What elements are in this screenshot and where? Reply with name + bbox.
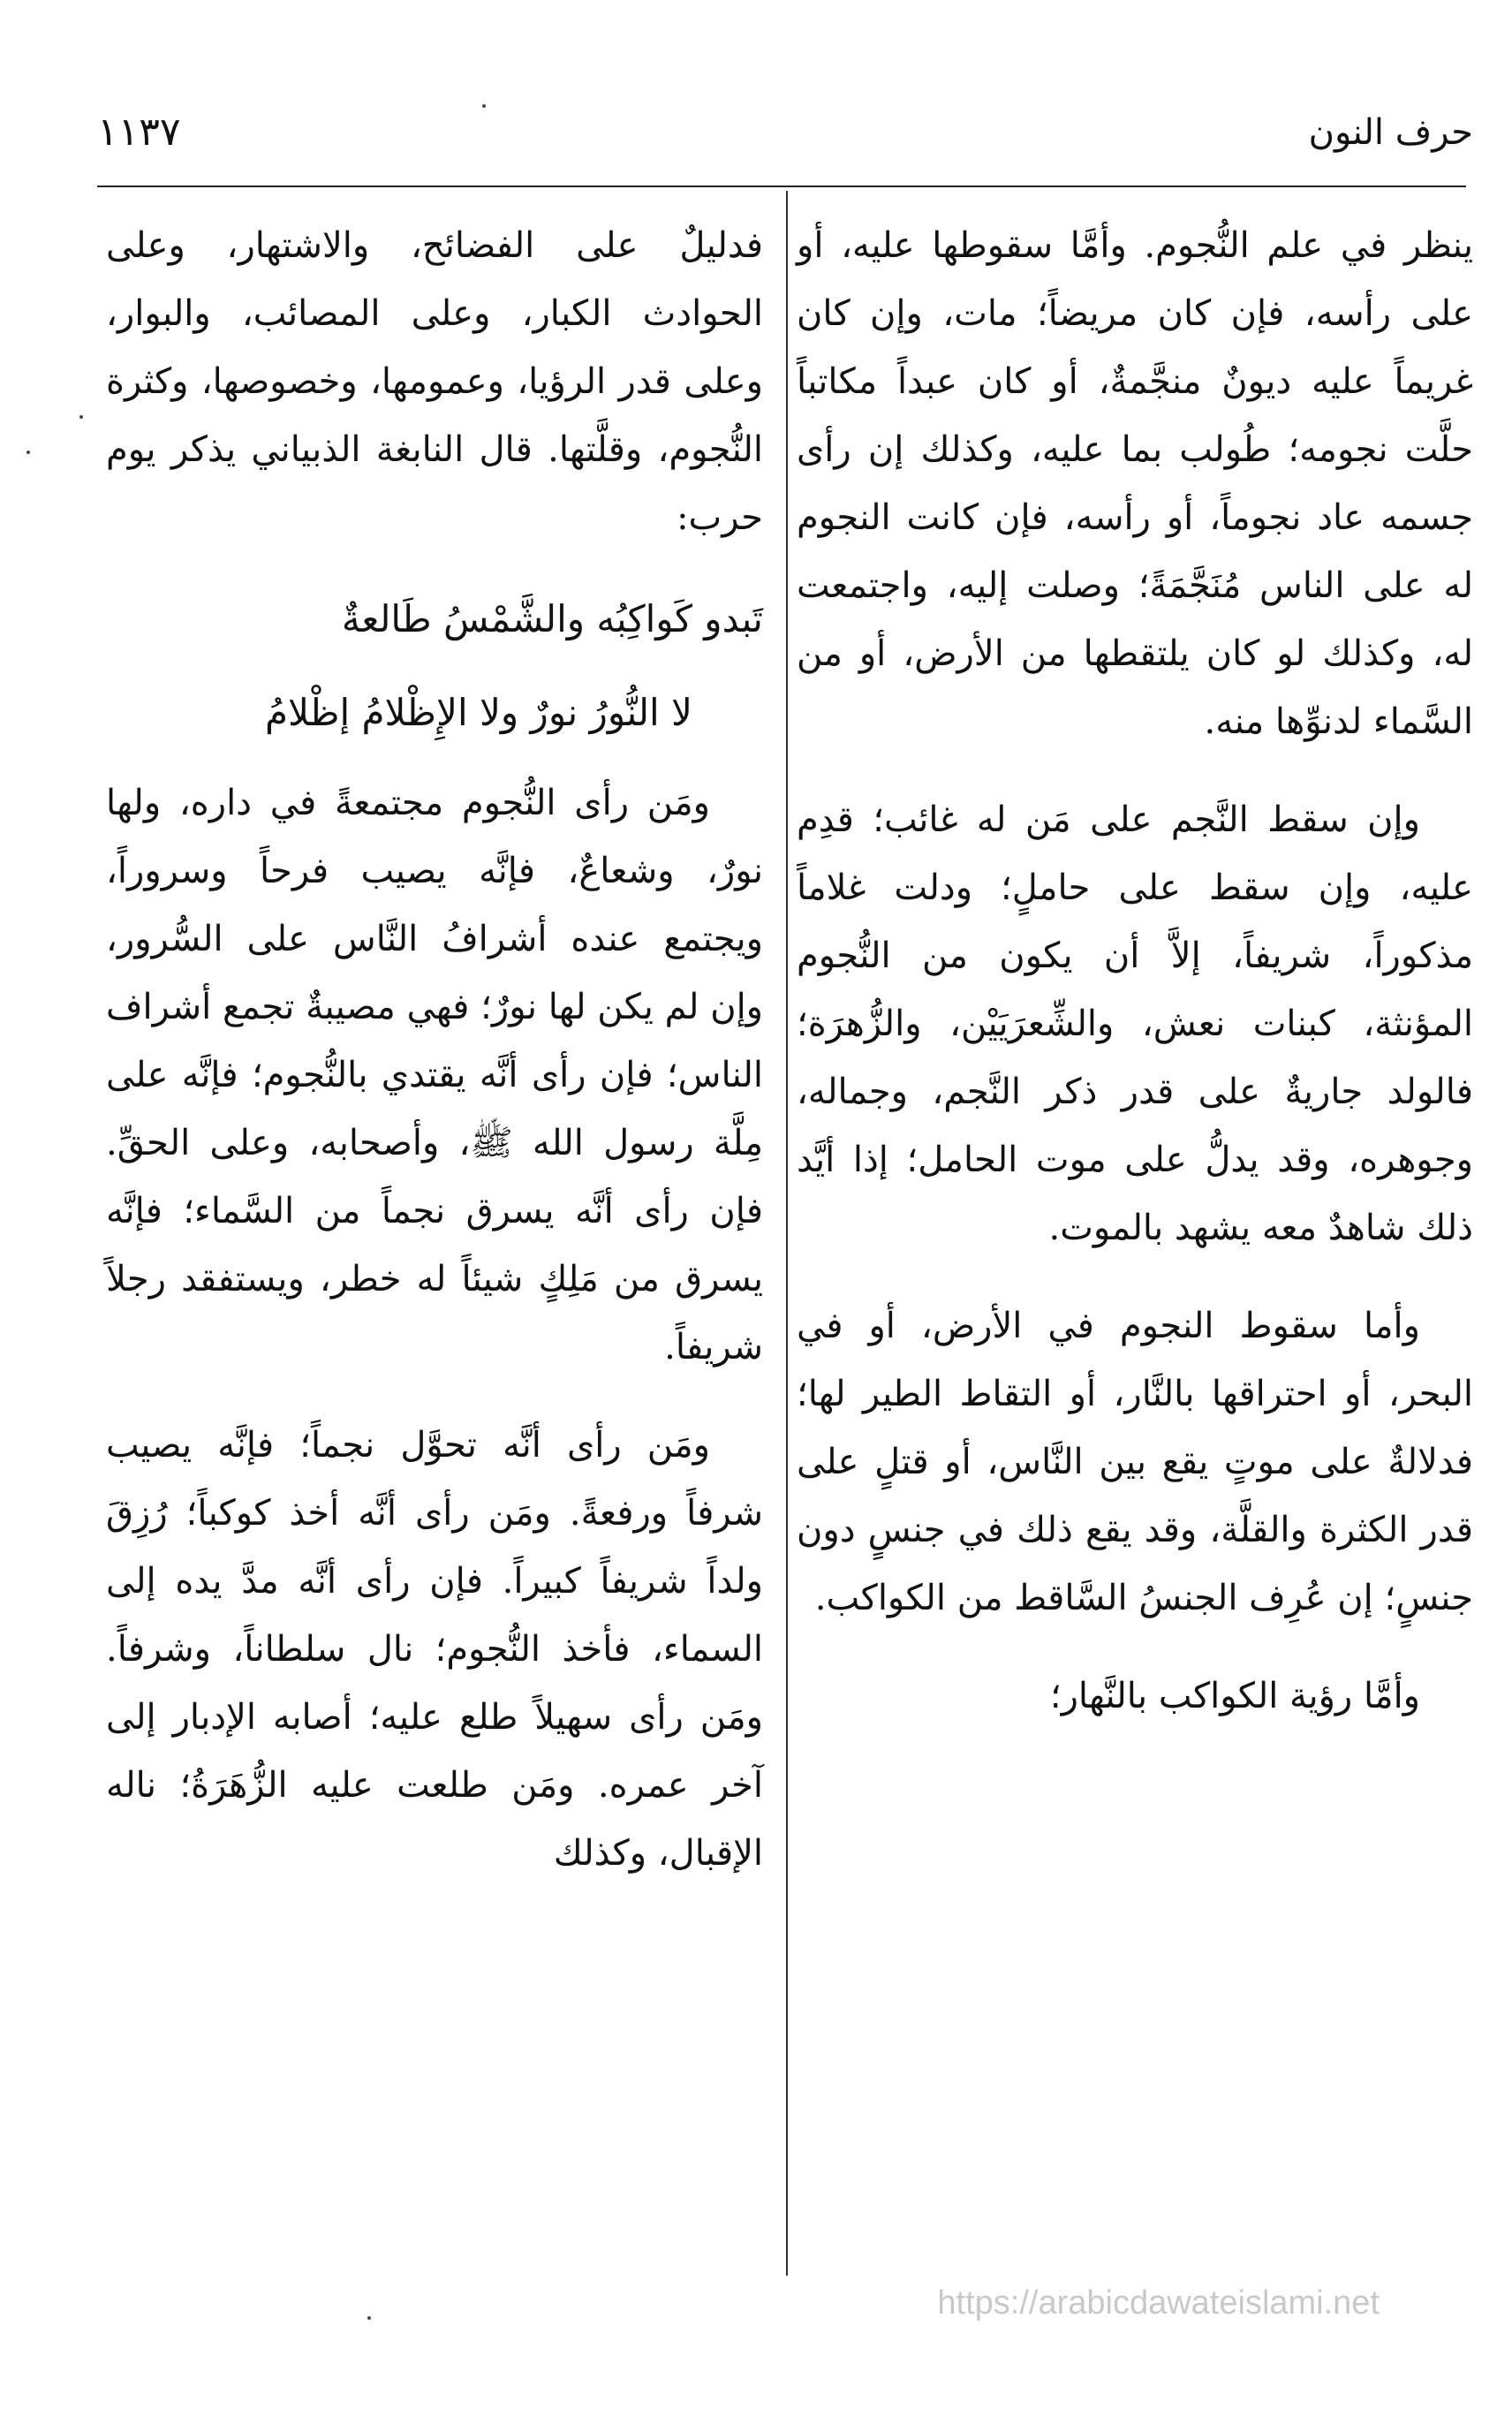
running-head-title: حرف النون [1308,112,1473,153]
scan-speck [367,2316,371,2320]
poem-verse-first-hemistich: تَبدو كَواكِبُه والشَّمْسُ طَالعةٌ [341,597,763,640]
right-paragraph-4: وأمَّا رؤية الكواكب بالنَّهار؛ [1049,1676,1420,1716]
left-paragraph-1: ومَن رأى النُّجوم مجتمعةً في داره، ولها نورٌ، وشعاعٌ، فإنَّه يصيب فرحاً وسروراً، ويجتمع عنده أشرافُ النَّاس على السُّرور، وإن لم يكن لها نورٌ؛ فهي مصيبةٌ تجمع أشراف الناس؛ فإن رأى أنَّه يقتدي بالنُّجوم؛ فإنَّه على مِلَّة رسول الله ﷺ، وأصحابه، وعلى الحقِّ. فإن رأى أنَّه يسرق نجماً من السَّماء؛ فإنَّه يسرق من مَلِكٍ شيئاً له خطر، ويستفقد رجلاً شريفاً. [106,783,763,1367]
left-intro-paragraph: فدليلٌ على الفضائح، والاشتهار، وعلى الحوادث الكبار، وعلى المصائب، والبوار، وعلى قدر الرؤيا، وعمومها، وخصوصها، وكثرة النُّجوم، وقلَّتها. قال النابغة الذبياني يذكر يوم حرب: [106,225,763,538]
watermark-url: https://arabicdawateislami.net [937,2284,1380,2322]
page-number: ١١٣٧ [97,110,181,155]
right-paragraph-2: وإن سقط النَّجم على مَن له غائب؛ قدِم عليه، وإن سقط على حاملٍ؛ ودلت غلاماً مذكوراً، شريفاً، إلاَّ أن يكون من النُّجوم المؤنثة، كبنات نعش، والشِّعرَيَيْن، والزُّهرَة؛ فالولد جاريةٌ على قدر ذكر النَّجم، وجماله، وجوهره، وقد يدلُّ على موت الحامل؛ إذا أيَّد ذلك شاهدٌ معه يشهد بالموت. [797,799,1473,1248]
right-paragraph-1: ينظر في علم النُّجوم. وأمَّا سقوطها عليه، أو على رأسه، فإن كان مريضاً؛ مات، وإن كان غريماً عليه ديونٌ منجَّمةٌ، أو كان عبداً مكاتباً حلَّت نجومه؛ طُولب بما عليه، وكذلك إن رأى جسمه عاد نجوماً، أو رأسه، فإن كانت النجوم له على الناس مُنَجَّمَةً؛ وصلت إليه، واجتمعت له، وكذلك لو كان يلتقطها من الأرض، أو من السَّماء لدنوِّها منه. [797,225,1474,742]
column-divider [786,191,788,2276]
poem-verse-second-hemistich: لا النُّورُ نورٌ ولا الإِظْلامُ إظْلامُ [264,691,692,734]
left-paragraph-2: ومَن رأى أنَّه تحوَّل نجماً؛ فإنَّه يصيب شرفاً ورفعةً. ومَن رأى أنَّه أخذ كوكباً؛ رُزِقَ ولداً شريفاً كبيراً. فإن رأى أنَّه مدَّ يده إلى السماء، فأخذ النُّجوم؛ نال سلطاناً، وشرفاً. ومَن رأى سهيلاً طلع عليه؛ أصابه الإدبار إلى آخر عمره. ومَن طلعت عليه الزُّهَرَةُ؛ ناله الإقبال، وكذلك [106,1425,763,1874]
header-rule [97,186,1466,187]
scan-speck [482,104,486,108]
scan-speck [79,415,83,419]
right-paragraph-3: وأما سقوط النجوم في الأرض، أو في البحر، أو احتراقها بالنَّار، أو التقاط الطير لها؛ فدلالةٌ على موتٍ يقع بين النَّاس، أو قتلٍ على قدر الكثرة والقلَّة، وقد يقع ذلك في جنسٍ دون جنسٍ؛ إن عُرِف الجنسُ السَّاقط من الكواكب. [797,1306,1473,1618]
scan-speck [26,451,30,454]
left-column [106,212,763,1918]
right-column [797,212,1473,1761]
